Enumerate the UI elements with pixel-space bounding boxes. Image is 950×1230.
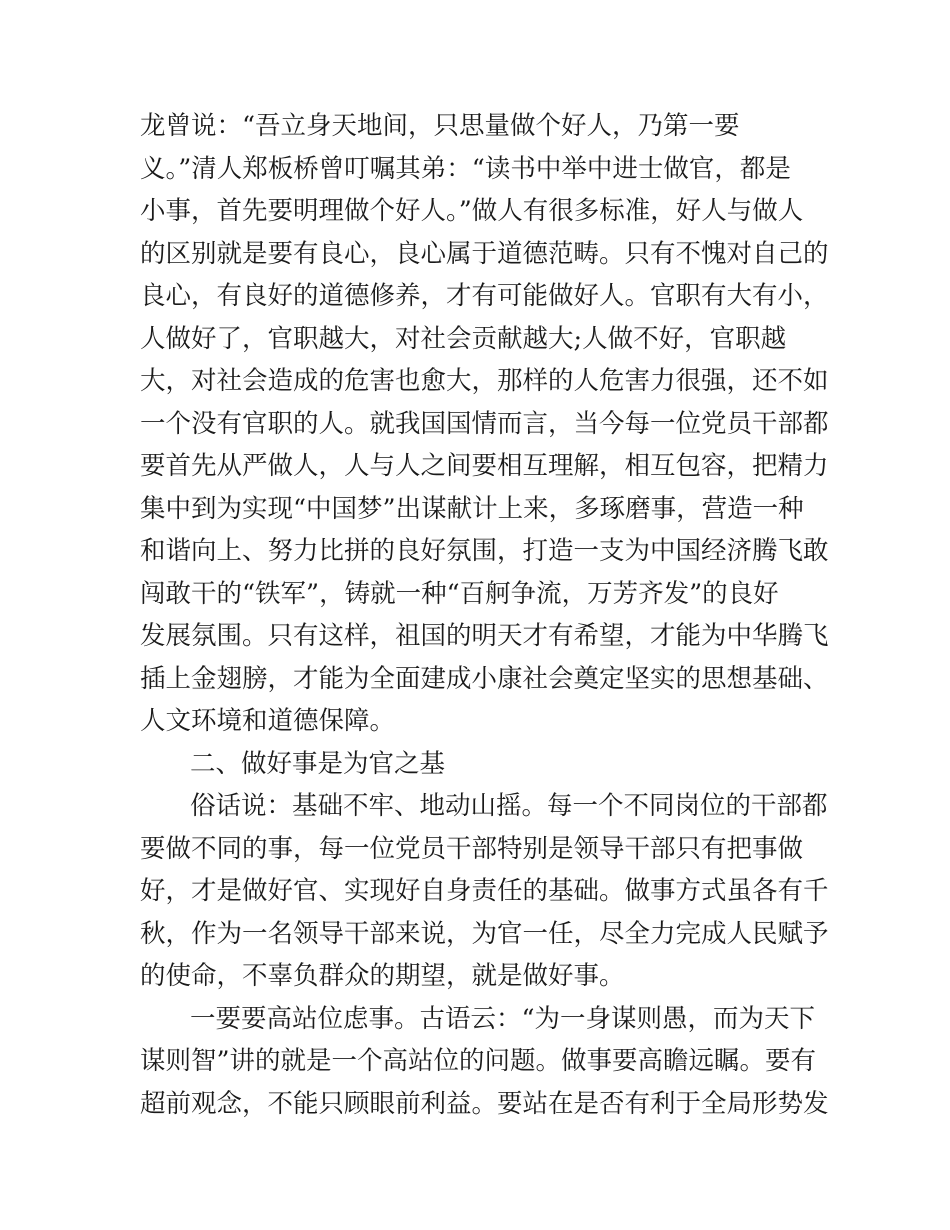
text-line: 人文环境和道德保障。	[140, 706, 396, 736]
text-line: 好，才是做好官、实现好自身责任的基础。做事方式虽各有千	[140, 876, 829, 906]
text-line: 龙曾说：“吾立身天地间，只思量做个好人，乃第一要	[140, 111, 740, 141]
text-line: 要做不同的事，每一位党员干部特别是领导干部只有把事做	[140, 833, 804, 864]
text-line: 人做好了，官职越大，对社会贡献越大;人做不好，官职越	[140, 323, 787, 354]
text-line: 二、做好事是为官之基	[190, 748, 446, 779]
text-line: 一要要高站位虑事。古语云：“为一身谋则愚，而为天下	[190, 1003, 816, 1034]
text-line: 大，对社会造成的危害也愈大，那样的人危害力很强，还不如	[140, 366, 829, 396]
text-line: 的使命，不辜负群众的期望，就是做好事。	[140, 961, 625, 991]
text-line: 俗话说：基础不牢、地动山摇。每一个不同岗位的干部都	[190, 791, 828, 821]
text-line: 的区别就是要有良心，良心属于道德范畴。只有不愧对自己的	[140, 238, 829, 269]
text-line: 闯敢干的“铁军”，铸就一种“百舸争流，万芳齐发”的良好	[140, 578, 779, 609]
text-line: 和谐向上、努力比拼的良好氛围，打造一支为中国经济腾飞敢	[140, 536, 829, 566]
text-line: 插上金翅膀，才能为全面建成小康社会奠定坚实的思想基础、	[140, 663, 829, 694]
text-line: 发展氛围。只有这样，祖国的明天才有希望，才能为中华腾飞	[140, 621, 829, 651]
text-line: 谋则智”讲的就是一个高站位的问题。做事要高瞻远瞩。要有	[140, 1046, 817, 1076]
text-line: 秋，作为一名领导干部来说，为官一任，尽全力完成人民赋予	[140, 918, 829, 949]
text-line: 小事，首先要明理做个好人。”做人有很多标准，好人与做人	[140, 196, 804, 226]
text-line: 一个没有官职的人。就我国国情而言，当今每一位党员干部都	[140, 408, 829, 439]
text-line: 良心，有良好的道德修养，才有可能做好人。官职有大有小，	[140, 281, 829, 311]
text-line: 义。”清人郑板桥曾叮嘱其弟：“读书中举中进士做官，都是	[140, 153, 791, 184]
text-line: 要首先从严做人，人与人之间要相互理解，相互包容，把精力	[140, 451, 829, 481]
text-line: 集中到为实现“中国梦”出谋献计上来，多琢磨事，营造一种	[140, 493, 804, 524]
text-line: 超前观念，不能只顾眼前利益。要站在是否有利于全局形势发	[140, 1088, 829, 1119]
